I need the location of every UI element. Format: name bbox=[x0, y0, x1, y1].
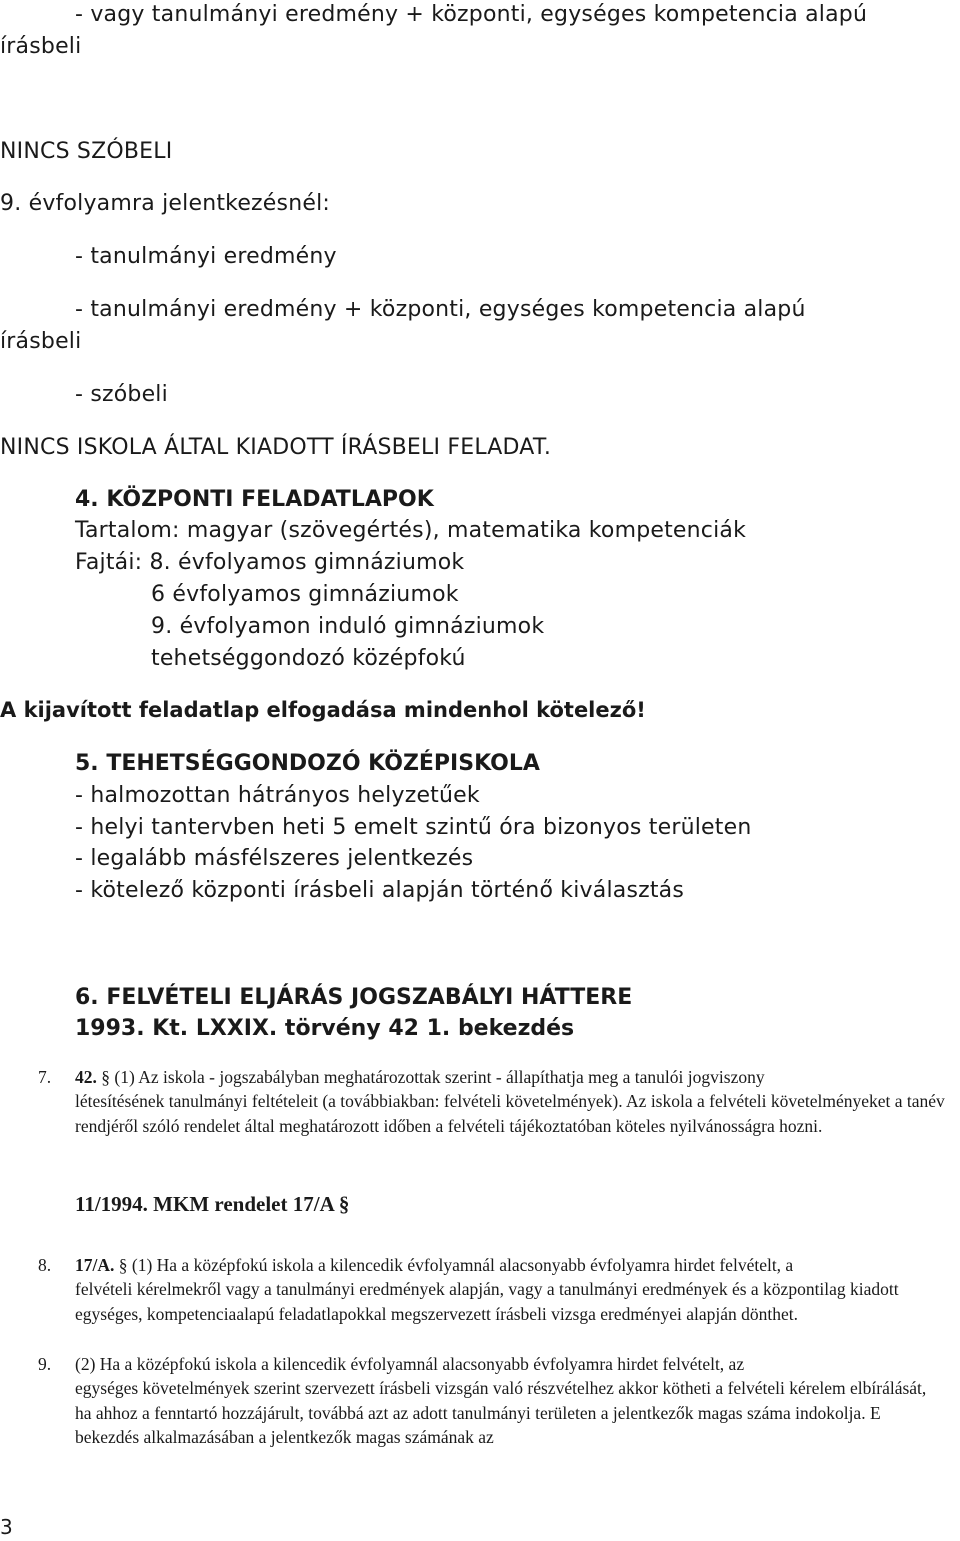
list-item: - helyi tantervben heti 5 emelt szintű óra bizonyos területen bbox=[75, 815, 752, 840]
paragraph-first-line: (2) Ha a középfokú iskola a kilencedik évfolyamnál alacsonyabb évfolyamra hirdet felvételt, az bbox=[75, 1354, 745, 1374]
list-item: - tanulmányi eredmény + központi, egységes kompetencia alapú bbox=[75, 297, 806, 322]
paragraph-body: felvételi kérelmekről vagy a tanulmányi eredmények alapján, vagy a tanulmányi eredmények és a központilag kiadott egységes, kompetenciaalapú feladatlapokkal megszervezett írásbeli vizsga eredményei alapján dönthet. bbox=[75, 1279, 899, 1324]
text-line: NINCS ISKOLA ÁLTAL KIADOTT ÍRÁSBELI FELADAT. bbox=[0, 435, 552, 460]
text-line: Tartalom: magyar (szövegértés), matematika kompetenciák bbox=[75, 518, 747, 543]
text-line: Fajtái: 8. évfolyamos gimnáziumok bbox=[75, 550, 465, 575]
text-line: írásbeli bbox=[0, 34, 82, 59]
section-heading: 6. FELVÉTELI ELJÁRÁS JOGSZABÁLYI HÁTTERE bbox=[75, 985, 633, 1010]
paragraph-text: (1) Ha a középfokú iskola a kilencedik évfolyamnál alacsonyabb évfolyamra hirdet felvételt, a bbox=[131, 1255, 794, 1275]
page-number: 3 bbox=[0, 1515, 13, 1539]
paragraph-first-line bbox=[75, 1065, 765, 1090]
law-reference: 1993. Kt. LXXIX. törvény 42 1. bekezdés bbox=[75, 1016, 575, 1041]
section-heading: 5. TEHETSÉGGONDOZÓ KÖZÉPISKOLA bbox=[75, 751, 540, 776]
paragraph-number: 9. bbox=[38, 1354, 52, 1374]
section-sign: § bbox=[118, 1255, 128, 1275]
paragraph-ref: 17/A. bbox=[75, 1255, 115, 1275]
list-item: 9. évfolyamon induló gimnáziumok bbox=[151, 614, 545, 639]
text-line: 9. évfolyamra jelentkezésnél: bbox=[0, 191, 331, 216]
paragraph-number: 7. bbox=[38, 1067, 52, 1087]
section-sign: § bbox=[338, 1192, 350, 1216]
notice-text: A kijavított feladatlap elfogadása mindenhol kötelező! bbox=[0, 698, 646, 722]
list-item: - szóbeli bbox=[75, 382, 168, 407]
regulation-title: 11/1994. MKM rendelet 17/A bbox=[75, 1192, 334, 1216]
list-item: 6 évfolyamos gimnáziumok bbox=[151, 582, 459, 607]
paragraph-ref: 42. bbox=[75, 1067, 97, 1087]
section-sign: § bbox=[101, 1067, 110, 1087]
list-item: - kötelező központi írásbeli alapján történő kiválasztás bbox=[75, 878, 685, 903]
paragraph-body: létesítésének tanulmányi feltételeit (a továbbiakban: felvételi követelmények). Az iskola a felvételi követelményeket a tanév rendjéről szóló rendelet által meghatározott időben a felvételi tájékoztatóban köteles nyilvánosságra hozni. bbox=[75, 1091, 945, 1136]
paragraph-body: egységes követelmények szerint szervezett írásbeli vizsgán való részvételhez akkor kötheti a felvételi kérelem elbírálását, ha ahhoz a fenntartó hozzájárult, továbbá azt az adott tanulmányi területen a jelentkezők magas száma indokolja. E bekezdés alkalmazásában a jelentkezők magas számának az bbox=[75, 1378, 927, 1447]
list-item: tehetséggondozó középfokú bbox=[151, 646, 466, 671]
text-line: - vagy tanulmányi eredmény + központi, egységes kompetencia alapú bbox=[75, 2, 868, 27]
text-line: írásbeli bbox=[0, 329, 82, 354]
paragraph-first-line bbox=[75, 1253, 793, 1278]
paragraph-text: (1) Az iskola - jogszabályban meghatározottak szerint - állapíthatja meg a tanulói jogviszony bbox=[114, 1067, 765, 1087]
list-item: - tanulmányi eredmény bbox=[75, 244, 337, 269]
list-item: - legalább másfélszeres jelentkezés bbox=[75, 846, 474, 871]
section-heading: 4. KÖZPONTI FELADATLAPOK bbox=[75, 487, 434, 512]
regulation-heading bbox=[75, 1192, 349, 1217]
list-item: - halmozottan hátrányos helyzetűek bbox=[75, 783, 480, 808]
text-line: NINCS SZÓBELI bbox=[0, 139, 173, 164]
paragraph-number: 8. bbox=[38, 1255, 52, 1275]
